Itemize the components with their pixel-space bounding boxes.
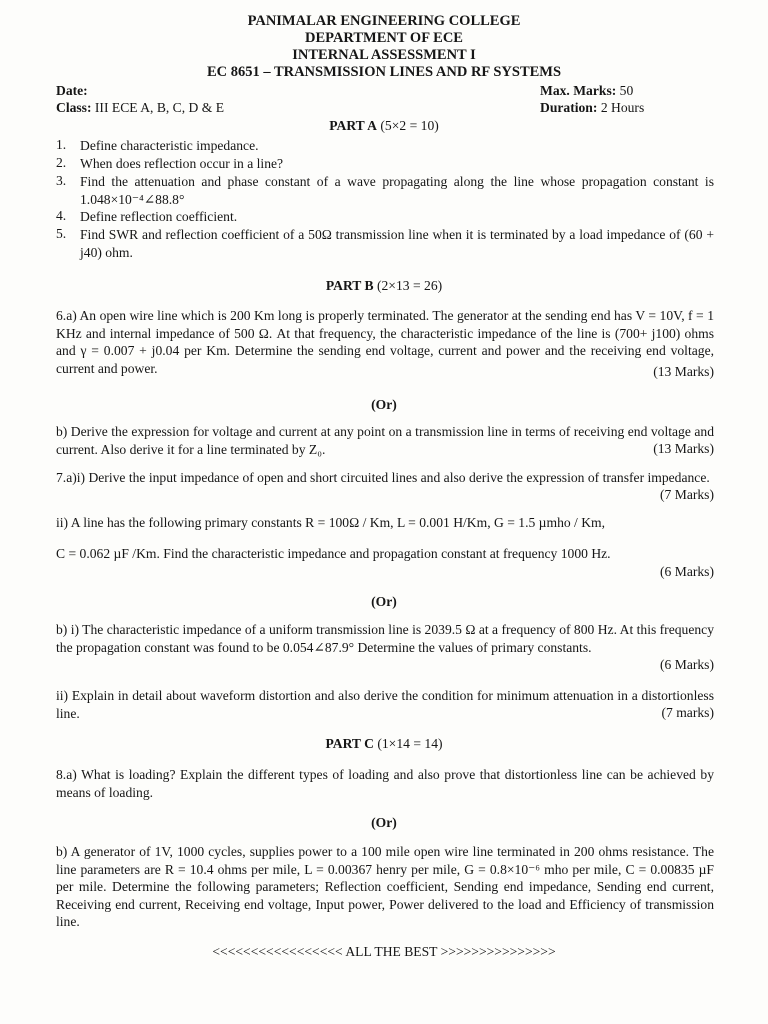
footer-message: <<<<<<<<<<<<<<<<< ALL THE BEST >>>>>>>>>>>>>>>: [212, 944, 556, 959]
q1-number: 1.: [56, 137, 67, 152]
exam-title: INTERNAL ASSESSMENT I: [292, 47, 476, 63]
part-a-title: PART A: [329, 118, 377, 133]
max-marks-line: [540, 83, 633, 99]
q7aii-line2: C = 0.062 µF /Km. Find the characteristic impedance and propagation constant at frequency 1000 Hz.: [56, 546, 611, 561]
or-separator-1: (Or): [371, 397, 397, 412]
q8a-text: 8.a) What is loading? Explain the different types of loading and also prove that distortionless line can be achieved by means of loading.: [56, 767, 714, 800]
part-b-title: PART B: [325, 278, 374, 293]
part-b-heading: [0, 278, 768, 294]
q7bii-text: ii) Explain in detail about waveform distortion and also derive the condition for minimum attenuation in a distortionless line.: [56, 688, 714, 721]
q2-number: 2.: [56, 155, 67, 170]
q7aii-line1: ii) A line has the following primary constants R = 100Ω / Km, L = 0.001 H/Km, G = 1.5 µmho / Km,: [56, 515, 606, 530]
class-value: III ECE A, B, C, D & E: [94, 100, 225, 115]
part-c-title: PART C: [325, 736, 374, 751]
class-label: Class:: [56, 100, 92, 115]
department-name: DEPARTMENT OF ECE: [305, 30, 463, 46]
duration-label: Duration:: [540, 100, 598, 115]
q8b-text: b) A generator of 1V, 1000 cycles, supplies power to a 100 mile open wire line terminated in 200 ohms resistance. The line parameters are R = 10.4 ohms per mile, L = 0.00367 henry per mile, G = 0.8×10⁻⁶ mho per mile, C = 0.00835 µF per mile. Determine the following parameters; Reflection coefficient, Sending end impedance, Sending end current, Receiving end current, Receiving end voltage, Input power, Power delivered to the load and Efficiency of transmission line.: [56, 844, 714, 929]
q2-text: When does reflection occur in a line?: [80, 156, 284, 171]
q6b-marks: (13 Marks): [653, 441, 714, 456]
part-b-scheme: (2×13 = 26): [376, 278, 443, 293]
q4-number: 4.: [56, 208, 67, 223]
part-c-scheme: (1×14 = 14): [377, 736, 443, 751]
q3-number: 3.: [56, 173, 67, 188]
q5-number: 5.: [56, 226, 67, 241]
date-label: Date:: [56, 83, 88, 98]
q7bi-marks: (6 Marks): [660, 657, 714, 672]
subject-title: EC 8651 – TRANSMISSION LINES AND RF SYSTEMS: [206, 64, 562, 80]
or-separator-3: (Or): [371, 815, 397, 830]
q6a-marks: (13 Marks): [653, 364, 714, 379]
part-c-heading: [0, 736, 768, 752]
q1-text: Define characteristic impedance.: [80, 138, 259, 153]
class-line: [56, 100, 224, 116]
part-a-heading: [0, 118, 768, 134]
q7ai-text: 7.a)i) Derive the input impedance of open and short circuited lines and also derive the expression of transfer impedance.: [56, 470, 710, 485]
q6a-text: 6.a) An open wire line which is 200 Km long is properly terminated. The generator at the sending end has V = 10V, f = 1 KHz and internal impedance of 500 Ω. At that frequency, the characteristic impedance of the line is (700+ j100) ohms and γ = 0.007 + j0.04 per Km. Determine the sending end voltage, current and power and the receiving end voltage, current and power.: [56, 308, 714, 376]
q7bi-text: b) i) The characteristic impedance of a uniform transmission line is 2039.5 Ω at a frequency of 800 Hz. At this frequency the propagation constant was found to be 0.054∠87.9° Determine the values of primary constants.: [56, 622, 714, 655]
q4-text: Define reflection coefficient.: [80, 209, 238, 224]
q7ai-marks: (7 Marks): [660, 487, 714, 502]
q5-text: Find SWR and reflection coefficient of a 50Ω transmission line when it is terminated by a load impedance of (60 + j40) ohm.: [80, 227, 714, 260]
duration-value: 2 Hours: [600, 100, 645, 115]
q7aii-marks: (6 Marks): [660, 564, 714, 579]
or-separator-2: (Or): [371, 594, 397, 609]
q3-text: Find the attenuation and phase constant of a wave propagating along the line whose propagation constant is 1.048×10⁻⁴∠88.8°: [80, 174, 714, 207]
max-marks-label: Max. Marks:: [540, 83, 617, 98]
part-a-scheme: (5×2 = 10): [380, 118, 439, 133]
max-marks-value: 50: [619, 83, 634, 98]
q6b-text: b) Derive the expression for voltage and current at any point on a transmission line in terms of receiving end voltage and current. Also derive it for a line terminated by Z₀.: [56, 424, 714, 457]
college-name: PANIMALAR ENGINEERING COLLEGE: [247, 13, 521, 29]
q7bii-marks: (7 marks): [661, 705, 714, 720]
duration-line: [540, 100, 644, 116]
